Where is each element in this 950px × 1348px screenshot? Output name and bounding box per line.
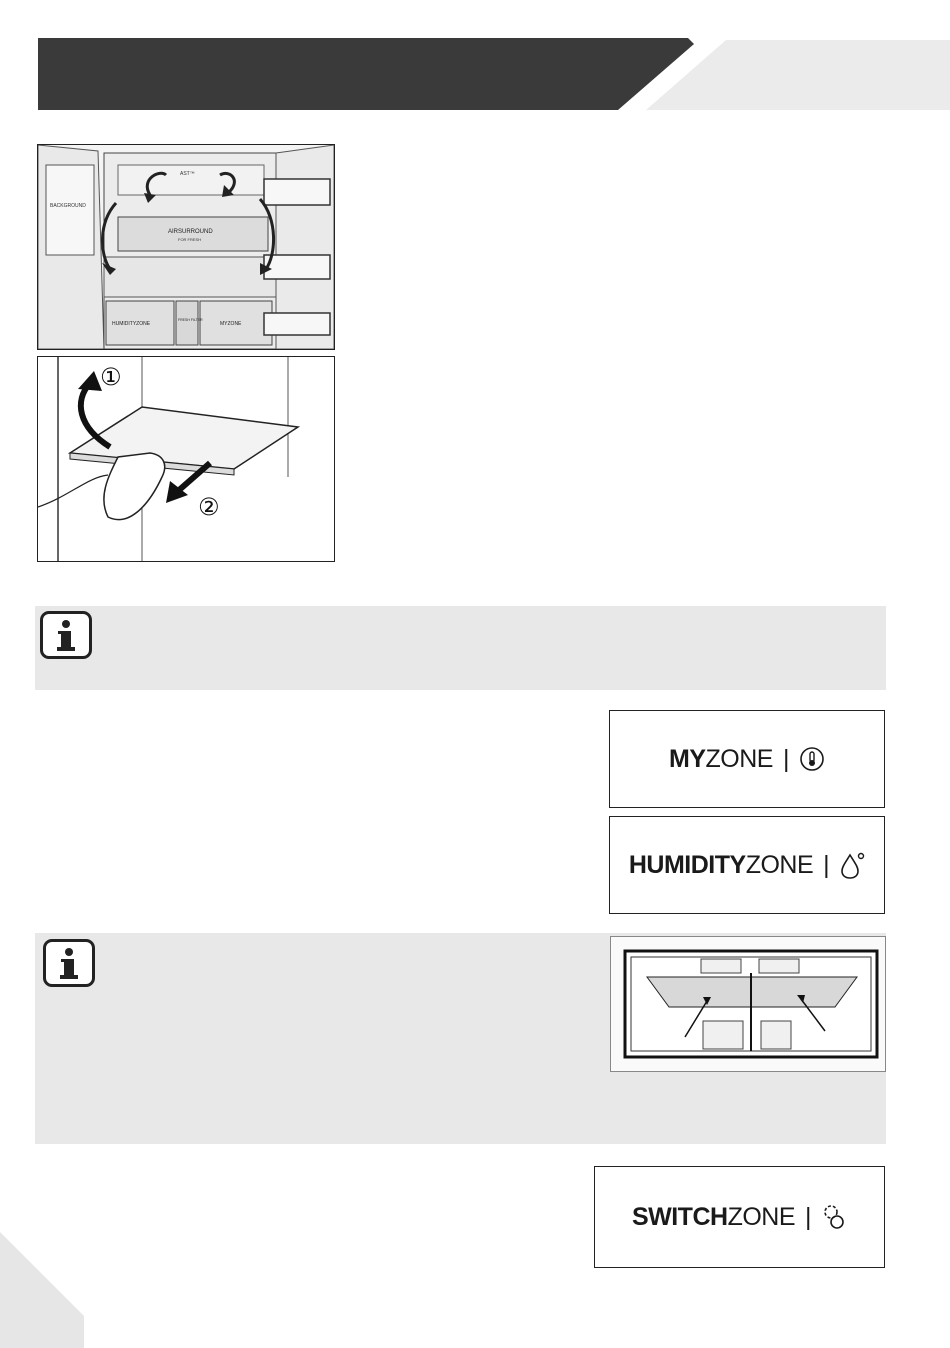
- panel-sublabel: FOR FRESH: [178, 237, 202, 242]
- myzone-logo-box: [609, 710, 885, 808]
- switchzone-separator: |: [805, 1202, 812, 1231]
- humidityzone-logo-box: [609, 816, 885, 914]
- header-bar: [38, 38, 694, 110]
- header-tab: [646, 40, 950, 110]
- info-note-2: [35, 933, 886, 1144]
- myzone-light: ZONE: [705, 744, 773, 773]
- drawer-mid-label: FRESH FILTER: [178, 318, 203, 322]
- step-2-label: ②: [198, 493, 220, 521]
- info-note-1: [35, 606, 886, 690]
- drawer-right-label: MYZONE: [220, 321, 242, 327]
- left-door-label: BACKGROUND: [50, 203, 86, 209]
- shelf-removal-illustration: [37, 356, 335, 562]
- page-corner-tab: [0, 1232, 84, 1348]
- humidityzone-light: ZONE: [745, 850, 814, 879]
- thermometer-icon: [799, 746, 825, 772]
- ast-label: AST™: [180, 171, 195, 177]
- switchzone-light: ZONE: [727, 1202, 796, 1231]
- panel-label: AIRSURROUND: [168, 229, 213, 235]
- humidityzone-separator: |: [823, 850, 830, 879]
- switch-cycle-icon: [821, 1203, 847, 1231]
- humidityzone-bold: HUMIDITY: [628, 850, 746, 879]
- myzone-separator: |: [782, 744, 789, 773]
- fridge-interior-drawing: [38, 145, 334, 349]
- info-icon: [40, 611, 92, 659]
- myzone-bold: MY: [669, 744, 706, 773]
- switchzone-bold: SWITCH: [631, 1202, 728, 1231]
- drawer-left-label: HUMIDITYZONE: [112, 321, 151, 327]
- fridge-interior-illustration: [37, 144, 335, 350]
- shelf-removal-drawing: [38, 357, 334, 561]
- freezer-drawing: [611, 937, 885, 1071]
- freezer-drawer-illustration: [610, 936, 886, 1072]
- switchzone-logo-box: [594, 1166, 885, 1268]
- water-drop-icon: [839, 851, 865, 879]
- info-icon: [43, 939, 95, 987]
- step-1-label: ①: [100, 363, 122, 391]
